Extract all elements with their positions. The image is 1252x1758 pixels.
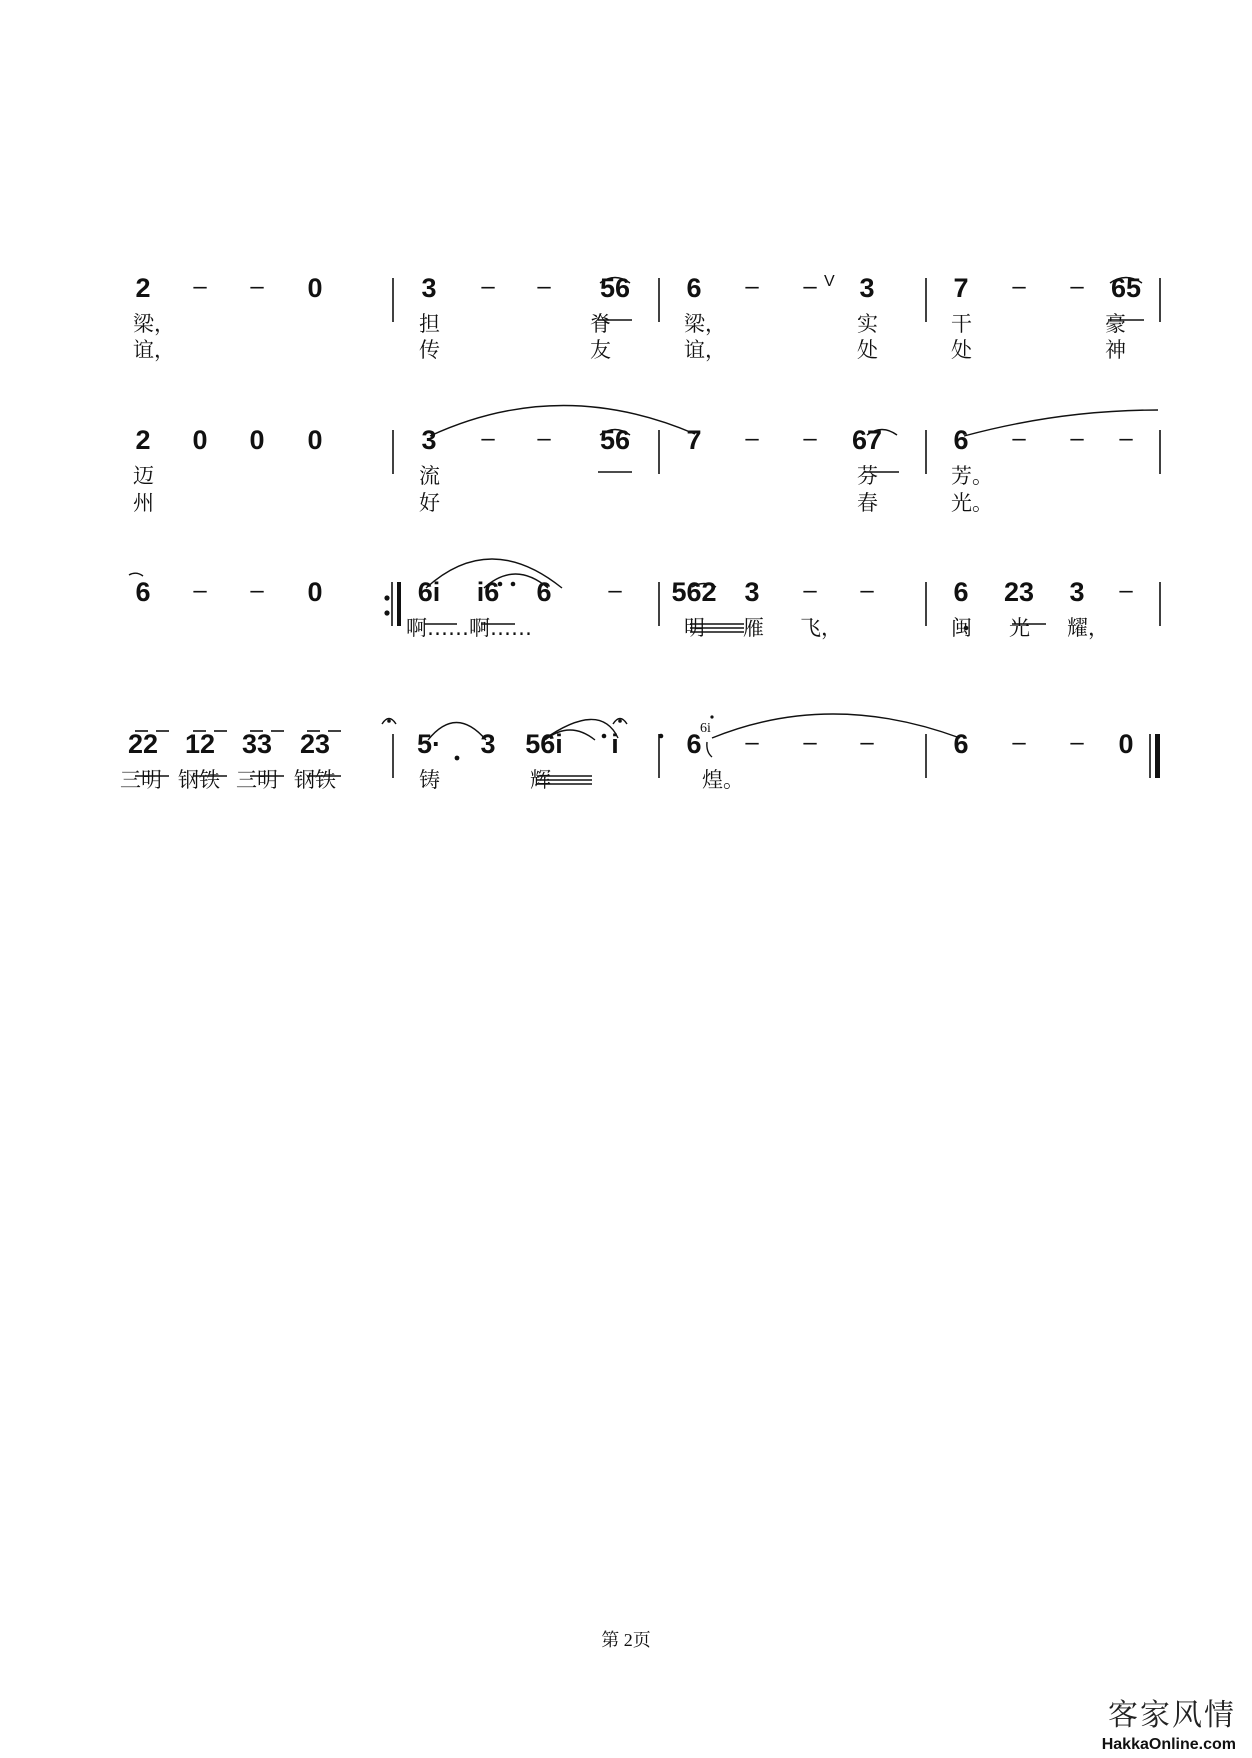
- watermark: [1102, 1690, 1236, 1754]
- note: 12: [184, 729, 216, 759]
- note: i: [611, 729, 619, 759]
- lyric-verse-1: 辉: [530, 768, 551, 792]
- lyric-verse-1: 明: [684, 616, 705, 640]
- note: 7: [686, 425, 702, 455]
- note: 23: [299, 729, 331, 759]
- repeat-dot: [384, 595, 389, 600]
- duration-dash: –: [537, 425, 551, 452]
- lyric-verse-1: 干: [951, 312, 972, 336]
- lyric-verse-1: 闽: [951, 616, 972, 640]
- breath-mark: V: [824, 273, 835, 290]
- lyric-verse-1: 钢铁: [178, 768, 220, 792]
- duration-dash: –: [1070, 425, 1084, 452]
- lyric-verse-1: 脊: [590, 312, 611, 336]
- duration-dash: –: [803, 273, 817, 300]
- note: 0: [307, 425, 323, 455]
- duration-dash: –: [803, 425, 817, 452]
- lyric-verse-2: 州: [133, 491, 154, 515]
- note: 3: [1069, 577, 1085, 607]
- lyric-verse-1: 耀，: [1067, 616, 1109, 640]
- lyric-verse-1: 钢铁: [294, 768, 336, 792]
- note: 6: [953, 577, 969, 607]
- grace-octave-dot: [710, 715, 713, 718]
- note: 2: [135, 425, 151, 455]
- note: 6: [686, 273, 702, 303]
- lyric-verse-2: 处: [951, 338, 972, 362]
- note: 2: [135, 273, 151, 303]
- note: 6: [686, 729, 702, 759]
- duration-dash: –: [193, 577, 207, 604]
- note: 0: [307, 273, 323, 303]
- note: 6: [953, 729, 969, 759]
- lyric-verse-1: 担: [419, 312, 440, 336]
- duration-dash: –: [1070, 729, 1084, 756]
- duration-dash: –: [745, 273, 759, 300]
- lyric-verse-1: 雁: [743, 616, 764, 640]
- lyric-verse-1: 流: [419, 464, 440, 488]
- note: 6i: [417, 577, 441, 607]
- note: 0: [307, 577, 323, 607]
- fermata-dot: [387, 719, 391, 723]
- duration-dash: –: [860, 729, 874, 756]
- lyric-verse-1: 光: [1009, 616, 1030, 640]
- phrase-slur: [430, 405, 695, 436]
- duration-dash: –: [608, 577, 622, 604]
- note: 56: [599, 273, 631, 303]
- note: 67: [851, 425, 883, 455]
- duration-dash: –: [1012, 273, 1026, 300]
- final-barline-thick: [1155, 734, 1160, 778]
- lyric-verse-2: 好: [419, 491, 440, 515]
- note: 6: [536, 577, 552, 607]
- duration-dash: –: [250, 273, 264, 300]
- lyric-verse-1: 煌。: [702, 768, 744, 792]
- duration-dash: –: [860, 577, 874, 604]
- tie-arc: [129, 573, 143, 576]
- lyric-verse-1: 梁，: [684, 312, 726, 336]
- repeat-dot: [384, 610, 389, 615]
- lyric-verse-1: 三明: [236, 768, 278, 792]
- note: i6: [476, 577, 500, 607]
- note: 3: [421, 273, 437, 303]
- lyric-verse-2: 光。: [951, 491, 993, 515]
- duration-dash: –: [193, 273, 207, 300]
- duration-dash: –: [803, 577, 817, 604]
- lyric-verse-2: 谊，: [133, 338, 175, 362]
- note: 22: [127, 729, 159, 759]
- lyric-verse-1: 铸: [419, 768, 440, 792]
- watermark-logo: 客家风情: [1108, 1698, 1236, 1733]
- note: 3: [421, 425, 437, 455]
- note: 0: [1118, 729, 1134, 759]
- note: 23: [1003, 577, 1035, 607]
- duration-dash: –: [745, 729, 759, 756]
- lyric-verse-2: 传: [419, 338, 440, 362]
- note: 56: [599, 425, 631, 455]
- lyric-verse-1: 芬: [857, 464, 878, 488]
- duration-dash: –: [745, 425, 759, 452]
- duration-dash: –: [250, 577, 264, 604]
- duration-dash: –: [1119, 577, 1133, 604]
- note: 56i: [525, 729, 563, 759]
- lyric-verse-1: 飞，: [800, 616, 842, 640]
- note: 65: [1110, 273, 1142, 303]
- grace-note: 6i: [700, 721, 711, 736]
- lyric-verse-2: 友: [590, 338, 611, 362]
- duration-dash: –: [1119, 425, 1133, 452]
- lyric-verse-1: 迈: [133, 464, 154, 488]
- fermata-dot: [618, 719, 622, 723]
- duration-dash: –: [481, 425, 495, 452]
- lyric-verse-1: 梁，: [133, 312, 175, 336]
- note: 5·: [416, 729, 441, 759]
- duration-dash: –: [803, 729, 817, 756]
- lyric-verse-2: 春: [857, 491, 878, 515]
- lyric-verse-1: 豪: [1105, 312, 1126, 336]
- duration-dash: –: [481, 273, 495, 300]
- note: 0: [249, 425, 265, 455]
- note: 7: [953, 273, 969, 303]
- note: 562: [671, 577, 717, 607]
- duration-dash: –: [1012, 729, 1026, 756]
- lyric-verse-1: 实: [857, 312, 878, 336]
- duration-dash: –: [1070, 273, 1084, 300]
- lyric-verse-2: 神: [1105, 338, 1126, 362]
- note: 3: [744, 577, 760, 607]
- note: 3: [859, 273, 875, 303]
- lyric-verse-1: 啊……啊……: [406, 616, 532, 640]
- high-octave-dot: [659, 734, 664, 739]
- lyric-verse-2: 处: [857, 338, 878, 362]
- lyric-verse-1: 芳。: [951, 464, 993, 488]
- lyric-verse-1: 三明: [120, 768, 162, 792]
- note: 0: [192, 425, 208, 455]
- duration-dash: –: [537, 273, 551, 300]
- note: 6: [135, 577, 151, 607]
- lyric-verse-2: 谊，: [684, 338, 726, 362]
- note: 33: [241, 729, 273, 759]
- page-number: 第 2页: [601, 1630, 651, 1650]
- note: 3: [480, 729, 496, 759]
- duration-dash: –: [1012, 425, 1026, 452]
- note: 6: [953, 425, 969, 455]
- watermark-url: HakkaOnline.com: [1101, 1736, 1236, 1753]
